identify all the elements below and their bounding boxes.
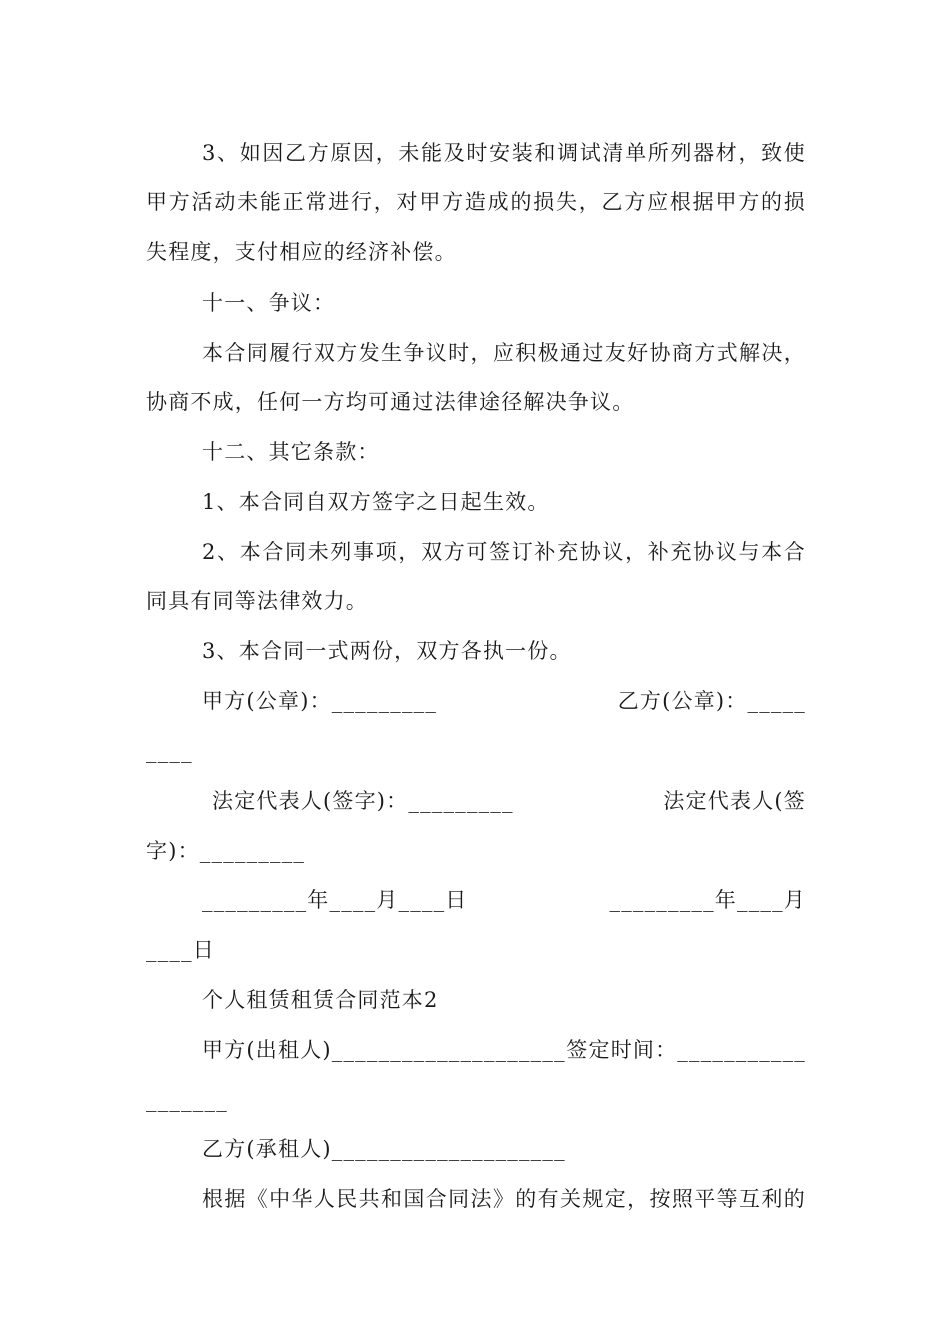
- party-a-representative: 法定代表人(签字)：_________: [212, 789, 514, 813]
- dispute-line-1: 本合同履行双方发生争议时，应积极通过友好协商方式解决，: [202, 341, 806, 365]
- section-12-heading: 十二、其它条款：: [202, 440, 380, 464]
- other-clause-2-line-2: 同具有同等法律效力。: [146, 589, 368, 613]
- party-b-date-continued: ____日: [146, 938, 215, 962]
- other-clause-2-line-1: 2、本合同未列事项，双方可签订补充协议，补充协议与本合: [202, 540, 806, 564]
- party-b-date: _________年____月: [609, 888, 806, 912]
- party-b-representative-continued: 字)：_________: [146, 839, 306, 863]
- lessee-field: 乙方(承租人)____________________: [202, 1137, 566, 1161]
- other-clause-1: 1、本合同自双方签字之日起生效。: [202, 490, 550, 514]
- party-a-seal: 甲方(公章)：_________: [202, 689, 438, 713]
- sign-time-field: 签定时间：___________: [566, 1038, 806, 1062]
- party-b-seal-continued: ____: [146, 739, 193, 763]
- contract-2-title: 个人租赁租赁合同范本2: [202, 988, 439, 1012]
- legal-basis-line: 根据《中华人民共和国合同法》的有关规定，按照平等互利的: [202, 1187, 806, 1211]
- signature-row: [202, 686, 806, 716]
- date-row: [202, 885, 806, 915]
- party-a-date: _________年____月____日: [202, 888, 468, 912]
- clause-3-line-2: 甲方活动未能正常进行，对甲方造成的损失，乙方应根据甲方的损: [146, 190, 806, 214]
- representative-row: [212, 786, 806, 816]
- dispute-line-2: 协商不成，任何一方均可通过法律途径解决争议。: [146, 390, 635, 414]
- party-b-representative: 法定代表人(签: [663, 789, 806, 813]
- party-b-seal: 乙方(公章)：_____: [617, 689, 806, 713]
- other-clause-3: 3、本合同一式两份，双方各执一份。: [202, 639, 572, 663]
- sign-time-continued: _______: [146, 1088, 228, 1112]
- clause-3-line-3: 失程度，支付相应的经济补偿。: [146, 240, 457, 264]
- clause-3-line-1: 3、如因乙方原因，未能及时安装和调试清单所列器材，致使: [202, 141, 806, 165]
- lessor-row: [202, 1035, 806, 1065]
- lessor-field: 甲方(出租人)____________________: [202, 1038, 566, 1062]
- section-11-heading: 十一、争议：: [202, 291, 336, 315]
